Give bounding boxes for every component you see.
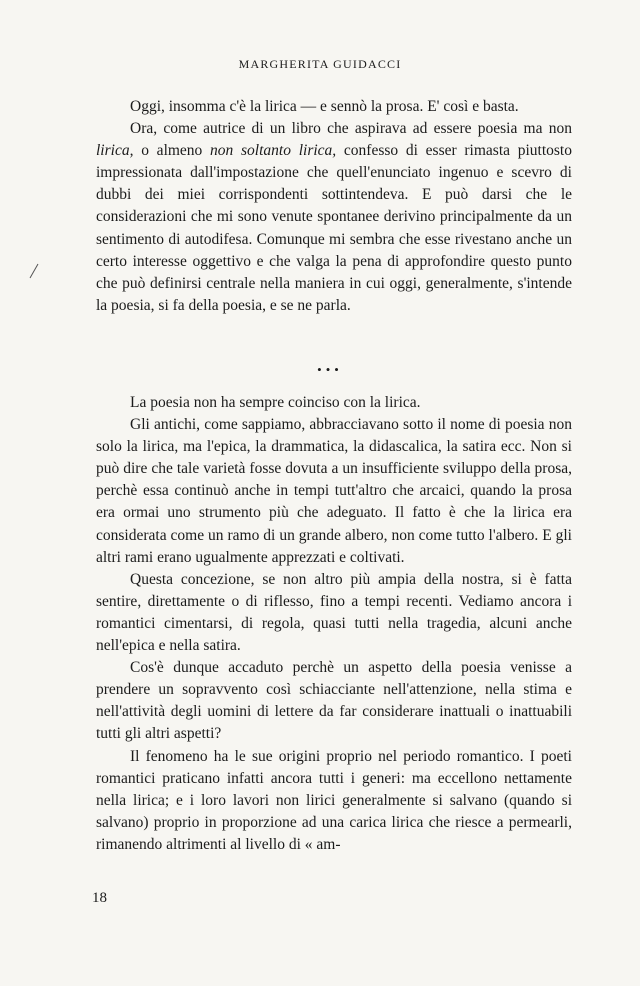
paragraph: Oggi, insomma c'è la lirica — e sennò la prosa. E' così e basta. <box>130 98 519 115</box>
paragraph <box>96 118 572 317</box>
text-run: confesso di esser rimasta piuttosto impressionata dall'impostazione che quell'enunciato ingenuo e scevro di dubbi dei miei corrispondenti sottintendeva. E può darsi che le considerazioni che mi sono venute spontanee derivino principalmente da un sentimento di autodifesa. Comunque mi sembra che esse rivestano anche un certo interesse oggettivo e che valga la pena di approfondire questo punto che può definirsi centrale nella maniera in cui oggi, generalmente, s'intende la poesia, si fa della poesia, e se ne parla. <box>96 142 572 314</box>
paragraph: Gli antichi, come sappiamo, abbracciavano sotto il nome di poesia non solo la lirica, ma l'epica, la drammatica, la didascalica, la satira ecc. Non si può dire che tale varietà fosse dovuta a un insufficiente sviluppo della prosa, perchè essa continuò anche in tempi tutt'altro che arcaici, quando la prosa era ormai uno strumento più che adeguato. Il fatto è che la lirica era considerata come un ramo di un grande albero, non come tutto l'albero. E gli altri rami erano ugualmente apprezzati e coltivati. <box>96 416 572 566</box>
text-run: o almeno <box>133 142 211 160</box>
section-separator: ••• <box>317 362 343 377</box>
section-1 <box>96 96 572 317</box>
page-number: 18 <box>92 890 107 906</box>
italic-term: lirica, <box>96 142 134 160</box>
italic-term: non soltanto lirica, <box>210 142 337 160</box>
paragraph: Cos'è dunque accaduto perchè un aspetto della poesia venisse a prendere un sopravvento così schiacciante nell'attenzione, nella stima e nell'attività degli uomini di lettere da far considerare inattuali o inattuabili tutti gli altri aspetti? <box>96 659 572 743</box>
paragraph: La poesia non ha sempre coinciso con la lirica. <box>130 394 421 411</box>
pencil-mark-icon <box>28 262 40 280</box>
paragraph: Il fenomeno ha le sue origini proprio nel periodo romantico. I poeti romantici praticano infatti ancora tutti i generi: ma eccellono nettamente nella lirica; e i loro lavori non lirici generalmente si salvano (quando si salvano) proprio in proporzione ad una carica lirica che riesce a permearli, rimanendo altrimenti al livello di « am- <box>96 747 572 853</box>
paragraph: Questa concezione, se non altro più ampia della nostra, si è fatta sentire, direttamente o di riflesso, fino a tempi recenti. Vediamo ancora i romantici cimentarsi, di regola, quasi tutti nella tragedia, alcuni anche nell'epica e nella satira. <box>96 570 572 655</box>
section-2 <box>96 392 572 856</box>
text-run: Ora, come autrice di un libro che aspirava ad essere poesia ma non <box>130 120 572 138</box>
running-head: MARGHERITA GUIDACCI <box>238 57 402 71</box>
